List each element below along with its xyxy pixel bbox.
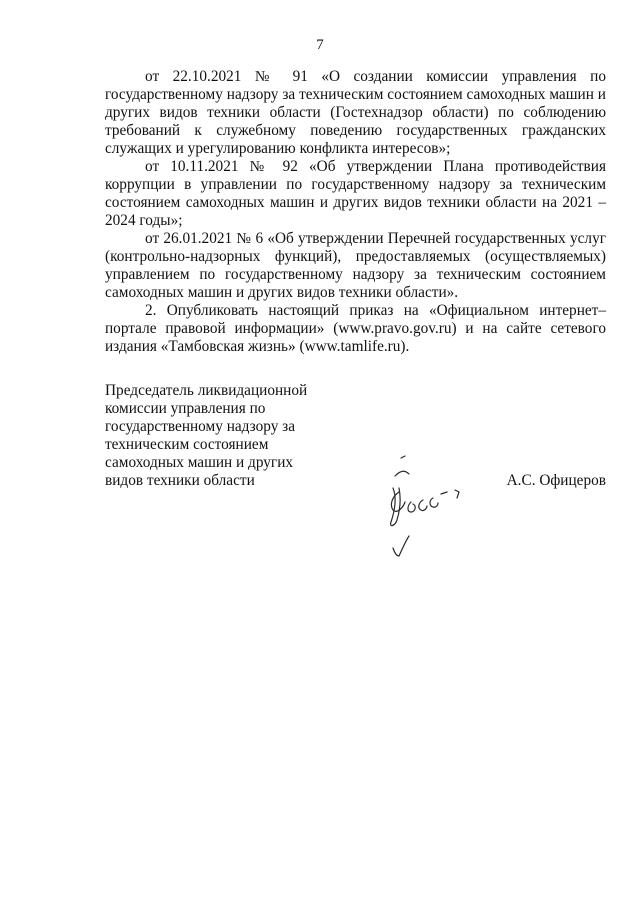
paragraph-order-6: от 26.01.2021 № 6 «Об утверждении Перечней государственных услуг (контрольно-надзорных функций), предоставляемых (осуществляемых) управлением по государственному надзору за техническим состоянием самоходных машин и других видов техники области».	[105, 230, 606, 301]
page-number: 7	[316, 37, 324, 53]
paragraph-publish: 2. Опубликовать настоящий приказ на «Официальном интернет–портале правовой информации» (www.pravo.gov.ru) и на сайте сетевого издания «Тамбовская жизнь» (www.tamlife.ru).	[105, 302, 606, 355]
paragraph-order-91: от 22.10.2021 № 91 «О создании комиссии управления по государственному надзору за техническим состоянием самоходных машин и других видов техники области (Гостехнадзор области) по соблюдению требований к служебному поведению государственных гражданских служащих и урегулированию конфликта интересов»;	[105, 68, 606, 157]
handwritten-signature-icon	[365, 448, 475, 568]
paragraph-order-92: от 10.11.2021 № 92 «Об утверждении Плана противодействия коррупции в управлении по государственному надзору за техническим состоянием самоходных машин и других видов техники области на 2021 – 2024 годы»;	[105, 158, 606, 229]
signature-block	[105, 382, 606, 562]
signer-name: А.С. Офицеров	[506, 472, 606, 489]
signer-title: Председатель ликвидационной комиссии управления по государственному надзору за техническим состоянием самоходных машин и других видов техники области	[105, 382, 308, 489]
document-body	[105, 68, 606, 356]
